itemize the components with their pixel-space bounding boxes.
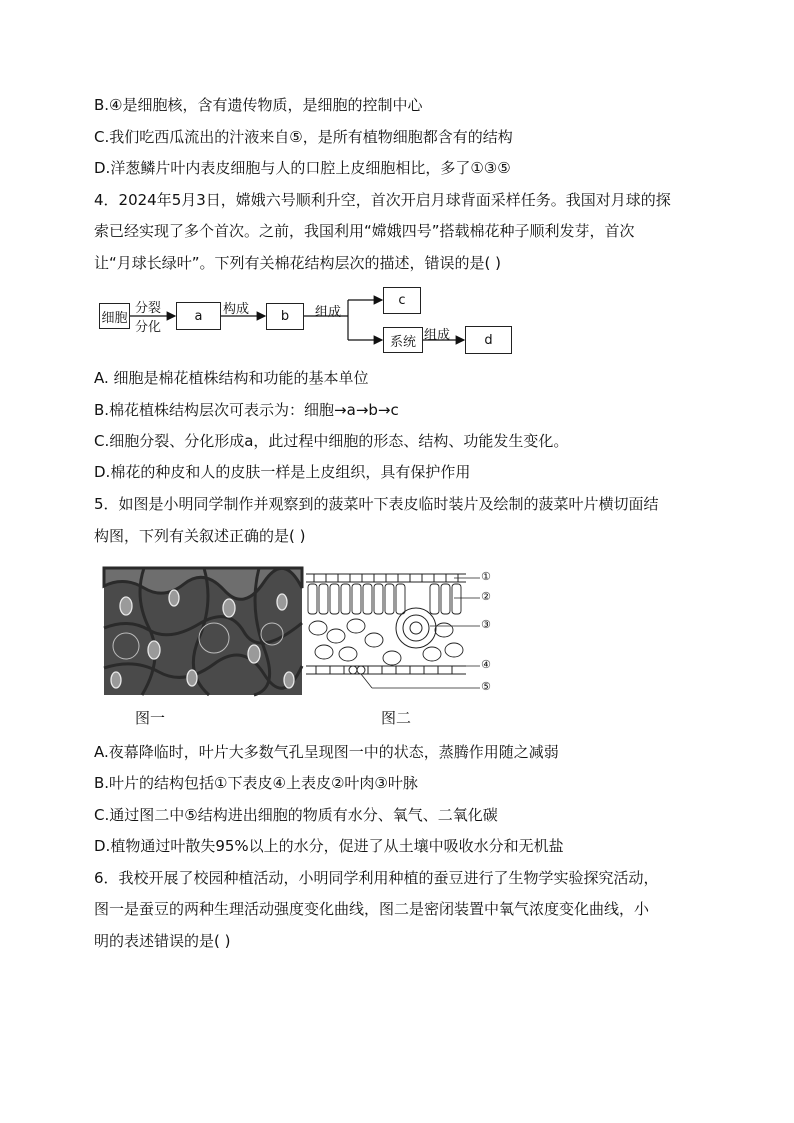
fig1-label: 图一 [135, 709, 166, 727]
diagram-box-b: b [266, 303, 304, 330]
fig1-epidermis-micrograph [104, 568, 302, 695]
diagram-box-a: a [176, 302, 221, 330]
q5-option-d: D.植物通过叶散失95%以上的水分，促进了从土壤中吸收水分和无机盐 [94, 837, 564, 855]
q5-option-a: A.夜幕降临时，叶片大多数气孔呈现图一中的状态，蒸腾作用随之减弱 [94, 743, 559, 761]
diagram-split-label: 分裂 [135, 301, 162, 316]
q4-option-b: B.棉花植株结构层次可表示为：细胞→a→b→c [94, 401, 399, 419]
q6-stem-line-2: 图一是蚕豆的两种生理活动强度变化曲线，图二是密闭装置中氧气浓度变化曲线，小 [94, 900, 650, 918]
diagram-cell-box: 细胞 [99, 303, 130, 329]
diagram-box-c: c [383, 287, 421, 314]
q3-option-b: B.④是细胞核，含有遗传物质，是细胞的控制中心 [94, 96, 423, 114]
fig2-marker-3: ③ [481, 618, 491, 631]
diagram-form2-label: 组成 [424, 328, 451, 343]
q3-option-d: D.洋葱鳞片叶内表皮细胞与人的口腔上皮细胞相比，多了①③⑤ [94, 159, 511, 177]
fig2-label: 图二 [381, 709, 412, 727]
q4-option-c: C.细胞分裂、分化形成a，此过程中细胞的形态、结构、功能发生变化。 [94, 432, 569, 450]
q4-option-a: A. 细胞是棉花植株结构和功能的基本单位 [94, 369, 369, 387]
diagram-diff-label: 分化 [135, 320, 162, 335]
q3-option-c: C.我们吃西瓜流出的汁液来自⑤，是所有植物细胞都含有的结构 [94, 128, 513, 146]
q5-option-b: B.叶片的结构包括①下表皮④上表皮②叶肉③叶脉 [94, 774, 418, 792]
fig2-leaf-cross-section [304, 570, 504, 690]
diagram-form-label: 组成 [315, 305, 342, 320]
diagram-system-box: 系统 [383, 327, 423, 353]
q4-option-d: D.棉花的种皮和人的皮肤一样是上皮组织，具有保护作用 [94, 463, 471, 481]
q5-stem-line-1: 5．如图是小明同学制作并观察到的菠菜叶下表皮临时装片及绘制的菠菜叶片横切面结 [94, 495, 659, 513]
fig2-marker-4: ④ [481, 658, 491, 671]
q6-stem-line-1: 6．我校开展了校园种植活动，小明同学利用种植的蚕豆进行了生物学实验探究活动， [94, 869, 659, 887]
fig2-marker-5: ⑤ [481, 680, 491, 693]
diagram-compose-label: 构成 [223, 302, 250, 317]
fig2-marker-2: ② [481, 590, 491, 603]
diagram-box-d: d [465, 326, 512, 354]
q6-stem-line-3: 明的表述错误的是( ) [94, 932, 231, 950]
fig2-marker-1: ① [481, 570, 491, 583]
q4-stem-line-1: 4．2024年5月3日，嫦娥六号顺利升空，首次开启月球背面采样任务。我国对月球的探 [94, 191, 671, 209]
q5-option-c: C.通过图二中⑤结构进出细胞的物质有水分、氧气、二氧化碳 [94, 806, 498, 824]
q4-stem-line-3: 让“月球长绿叶”。下列有关棉花结构层次的描述，错误的是( ) [94, 254, 502, 272]
q4-stem-line-2: 索已经实现了多个首次。之前，我国利用“嫦娥四号”搭载棉花种子顺利发芽，首次 [94, 222, 635, 240]
q5-stem-line-2: 构图，下列有关叙述正确的是( ) [94, 527, 306, 545]
